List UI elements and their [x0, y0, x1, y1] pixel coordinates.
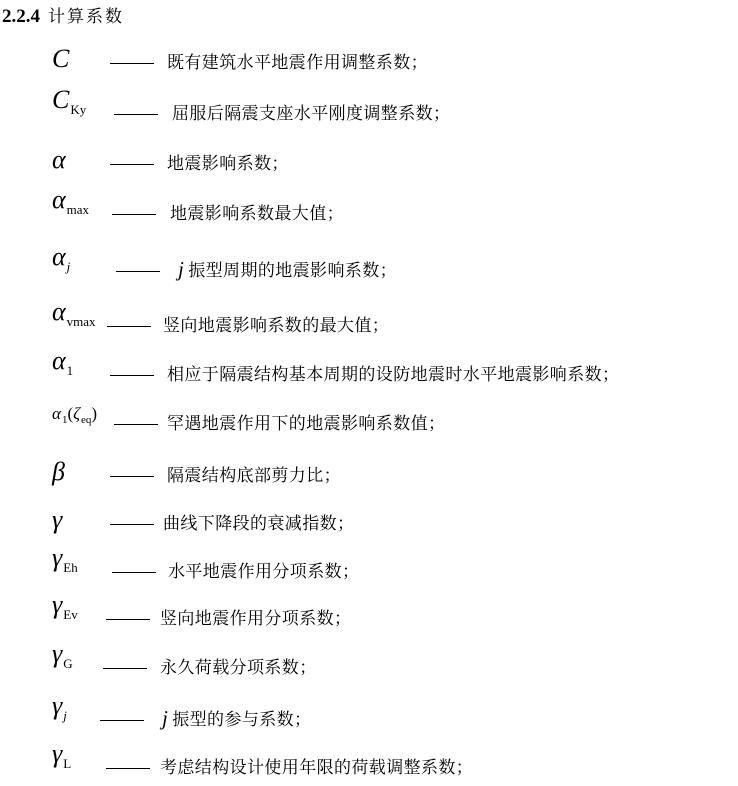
symbol-gamma: γ	[52, 505, 63, 534]
symbol-gamma-ev: $\gamma_{Ev}$	[52, 590, 78, 622]
coefficient-row-alpha-vmax	[0, 297, 738, 344]
symbol-gamma-j: $\gamma_j$	[52, 691, 67, 723]
coefficient-row-gamma-ev	[0, 590, 738, 637]
description-gamma: 曲线下降段的衰减指数；	[163, 514, 355, 534]
dash	[107, 326, 151, 327]
coefficient-row-beta	[0, 458, 738, 494]
symbol-alpha-j: $\alpha_j$	[52, 242, 71, 274]
coefficient-row-gamma-g	[0, 639, 738, 686]
description-c-ky: 屈服后隔震支座水平刚度调整系数；	[172, 104, 451, 124]
dash	[114, 424, 158, 425]
section-number: 2.2.4	[2, 6, 40, 27]
symbol-alpha: α	[52, 145, 66, 174]
dash	[103, 668, 147, 669]
symbol-beta: β	[52, 457, 65, 486]
symbol-alpha-1-zeta-eq: $\alpha_1(\zeta_{eq})$	[52, 404, 98, 426]
symbol-alpha-1: $\alpha_1$	[52, 346, 74, 378]
dash	[100, 720, 144, 721]
symbol-gamma-g: $\gamma_G$	[52, 639, 73, 671]
coefficient-row-alpha-j	[0, 242, 738, 289]
symbol-gamma-eh: $\gamma_{Eh}$	[52, 543, 78, 575]
dash	[106, 619, 150, 620]
dash	[116, 271, 160, 272]
description-alpha-1-zeta-eq: 罕遇地震作用下的地震影响系数值；	[167, 414, 446, 434]
coefficient-row-gamma-j	[0, 691, 738, 738]
coefficient-row-alpha-1-zeta-eq	[0, 406, 738, 442]
dash	[110, 476, 154, 477]
dash	[106, 768, 150, 769]
dash	[110, 375, 154, 376]
coefficient-row-alpha	[0, 146, 738, 182]
description-alpha-max: 地震影响系数最大值；	[170, 204, 344, 224]
description-gamma-l: 考虑结构设计使用年限的荷载调整系数；	[160, 758, 474, 778]
coefficient-row-gamma-eh	[0, 543, 738, 590]
description-gamma-j: j 振型的参与系数；	[162, 706, 312, 730]
symbol-alpha-vmax: $\alpha_{vmax}$	[52, 297, 96, 329]
coefficient-row-gamma-l	[0, 739, 738, 786]
description-gamma-ev: 竖向地震作用分项系数；	[160, 609, 352, 629]
symbol-c: C	[52, 44, 70, 73]
symbol-gamma-l: $\gamma_L$	[52, 739, 72, 771]
coefficient-row-alpha-1	[0, 346, 738, 393]
dash	[110, 524, 154, 525]
description-alpha-j: j 振型周期的地震影响系数；	[178, 257, 398, 281]
coefficient-row-gamma	[0, 506, 738, 542]
description-alpha-vmax: 竖向地震影响系数的最大值；	[163, 316, 390, 336]
description-gamma-g: 永久荷载分项系数；	[160, 658, 317, 678]
dash	[112, 572, 156, 573]
coefficient-row-c	[0, 45, 738, 81]
dash	[112, 214, 156, 215]
section-heading	[2, 4, 124, 30]
description-c: 既有建筑水平地震作用调整系数；	[167, 53, 428, 73]
description-alpha-1: 相应于隔震结构基本周期的设防地震时水平地震影响系数；	[167, 365, 620, 385]
description-beta: 隔震结构底部剪力比；	[167, 466, 341, 486]
coefficient-row-alpha-max	[0, 185, 738, 232]
dash	[110, 63, 154, 64]
coefficient-row-c-ky	[0, 85, 738, 132]
dash	[114, 114, 158, 115]
symbol-alpha-max: $\alpha_{max}$	[52, 185, 90, 217]
section-title: 计算系数	[48, 7, 124, 27]
description-alpha: 地震影响系数；	[167, 154, 289, 174]
description-gamma-eh: 水平地震作用分项系数；	[168, 562, 360, 582]
dash	[110, 164, 154, 165]
symbol-c-ky: $C_{Ky}$	[52, 85, 87, 117]
